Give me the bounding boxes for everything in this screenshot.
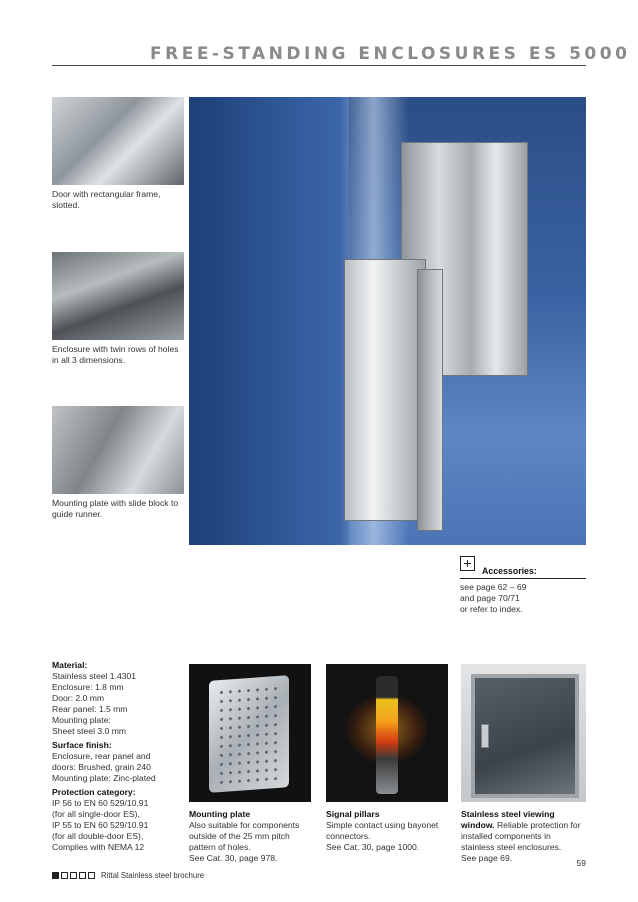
- plus-box-icon: +: [460, 556, 475, 571]
- accessories-title: Accessories:: [482, 566, 537, 576]
- accessories-text: see page 62 – 69 and page 70/71 or refer to index.: [460, 582, 527, 614]
- material-heading: Material:: [52, 660, 88, 670]
- page-title: FREE-STANDING ENCLOSURES ES 5000: [150, 44, 631, 64]
- footer-square-icon: [52, 872, 59, 879]
- surface-heading: Surface finish:: [52, 740, 112, 750]
- photo-signal-pillar: [326, 664, 448, 802]
- caption-holes: Enclosure with twin rows of holes in all 3 dimensions.: [52, 344, 179, 365]
- page-number: 59: [576, 858, 586, 868]
- photo-viewing-window: [461, 664, 586, 802]
- enclosure-single-door: [344, 259, 426, 521]
- accessories-divider: [460, 578, 586, 579]
- footer-square-icon: [61, 872, 68, 879]
- product-mounting-plate: Mounting plate Also suitable for components outside of the 25 mm pitch pattern of holes. See Cat. 30, page 978.: [189, 809, 300, 863]
- product-signal-pillars: Signal pillars Simple contact using bayonet connectors. See Cat. 30, page 1000.: [326, 809, 439, 852]
- footer-square-icon: [70, 872, 77, 879]
- footer-square-icon: [79, 872, 86, 879]
- photo-mounting-plate: [189, 664, 311, 802]
- hero-photo-enclosures: [189, 97, 586, 545]
- product-viewing-window: Stainless steel viewing window. Reliable protection for installed components in stainless steel enclosures. See page 69.: [461, 809, 581, 863]
- protection-heading: Protection category:: [52, 787, 136, 797]
- caption-door: Door with rectangular frame, slotted.: [52, 189, 161, 210]
- photo-mounting-plate-slide: [52, 406, 184, 494]
- enclosure-open-door: [417, 269, 443, 531]
- photo-door-frame: [52, 97, 184, 185]
- material-specs: Material: Stainless steel 1.4301 Enclosure: 1.8 mm Door: 2.0 mm Rear panel: 1.5 mm Mounting plate: Sheet steel 3.0 mm Surface finish: Enclosure, rear panel and doors: Brushed, grain 240 Mounting plate: Zinc-plated Protection category: IP 56 to EN 60 529/10.91 (for all single-door ES), IP 55 to EN 60 529/10.91 (for all double-door ES), Complies with NEMA 12: [52, 660, 184, 856]
- footer-square-icon: [88, 872, 95, 879]
- title-divider: [52, 65, 586, 66]
- caption-mounting: Mounting plate with slide block to guide runner.: [52, 498, 179, 519]
- photo-hole-rows: [52, 252, 184, 340]
- footer-brochure-title: Rittal Stainless steel brochure: [101, 870, 205, 880]
- footer: [52, 869, 204, 881]
